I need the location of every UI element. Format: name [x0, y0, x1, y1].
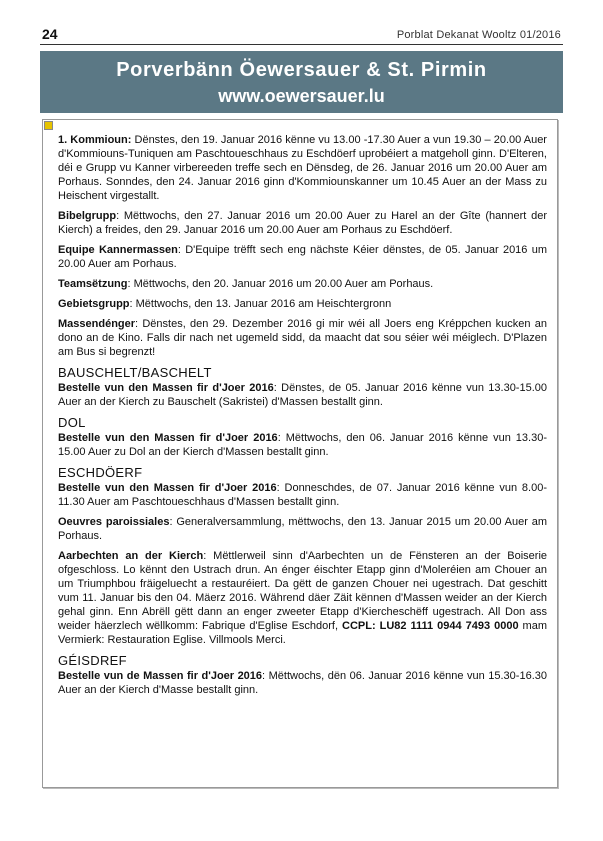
- iban: CCPL: LU82 1111 0944 7493 0000: [342, 620, 519, 632]
- bauschelt-massen: Bestelle vun den Massen fir d'Joer 2016: Dënstes, de 05. Januar 2016 kënne vun 13.30-15.00 Auer an der Kierch zu Bauschelt (Sakristei) d'Massen bestallt ginn.: [58, 382, 547, 408]
- item-bibelgrupp: Bibelgrupp: Mëttwochs, den 27. Januar 2016 um 20.00 Auer zu Harel an der Gîte (hannert der Kierch) a freides, den 29. Januar 2016 um 20.00 Auer am Porhaus zu Eschdöerf.: [58, 210, 547, 236]
- banner-url[interactable]: www.oewersauer.lu: [218, 86, 385, 106]
- section-heading-geisdref: GÉISDREF: [58, 653, 127, 668]
- eschdoerf-oeuvres: Oeuvres paroissiales: Generalversammlung, mëttwochs, den 13. Januar 2015 um 20.00 Auer am Porhaus.: [58, 516, 547, 542]
- article-content: [58, 133, 547, 703]
- item-gebietsgrupp: Gebietsgrupp: Mëttwochs, den 13. Januar 2016 am Heischtergronn: [58, 298, 392, 310]
- title-banner: [40, 51, 563, 113]
- eschdoerf-aarbechten: Aarbechten an der Kierch: Mëttlerweil sinn d'Aarbechten un de Fënsteren an der Boiserie ofgeschloss. Lo kënnt den Ustrach drun. An énger éischter Etapp ginn d'Moleréien am Chouer an um Triumphbou fräigeluecht a restauréiert. Da gëtt de ganzen Chouer nei ugestrach. Dat geschitt vum 11. Januar bis den 04. Mäerz 2016. Während däer Zäit kënnen d'Massen weider an der Kierch gehal ginn. Enn Abrëll gëtt dann an enger zweeter Etapp d'Kiercheschëff ugestrach. All Don ass weider häerzlech wëllkomm: Fabrique d'Eglise Eschdorf, CCPL: LU82 1111 0944 7493 0000 mam Vermierk: Restauration Eglise. Villmools Merci.: [58, 550, 547, 646]
- page-number: 24: [42, 26, 58, 42]
- dol-massen: Bestelle vun den Massen fir d'Joer 2016: Mëttwochs, den 06. Januar 2016 kënne vun 13.30-15.00 Auer zu Dol an der Kierch d'Massen bestallt ginn.: [58, 432, 547, 458]
- anchor-icon: [44, 121, 53, 130]
- item-kommioun: 1. Kommioun: Dënstes, den 19. Januar 2016 kënne vu 13.00 -17.30 Auer a vun 19.30 – 20.00 Auer d'Kommiouns-Tuniquen am Paschtoueschhaus zu Eschdöerf uprobéiert a matgeholl ginn. D'Elteren, déi e Grupp vu Kanner virbereeden treffe sech en Dënsdeg, de 26. Januar 2016 um 20.00 Auer am Porhaus. Sonndes, den 24. Januar 2016 ginn d'Kommiounskanner um 10.45 Auer an der Mass zu Heischent virgestallt.: [58, 134, 547, 202]
- section-heading-eschdoerf: ESCHDÖERF: [58, 465, 143, 480]
- section-heading-dol: DOL: [58, 415, 86, 430]
- item-teamsetzung: Teamsëtzung: Mëttwochs, den 20. Januar 2016 um 20.00 Auer am Porhaus.: [58, 278, 434, 290]
- header-rule: [40, 44, 563, 45]
- item-equipe-kannermassen: Equipe Kannermassen: D'Equipe trëfft sech eng nächste Kéier dënstes, de 05. Januar 2016 um 20.00 Auer am Porhaus.: [58, 244, 548, 270]
- item-massendenger: Massendénger: Dënstes, den 29. Dezember 2016 gi mir wéi all Joers eng Kréppchen kucken an dono an de Kino. Falls dir nach net ugemeld sidd, da maacht dat sou séier wéi méiglech. D'Plazen am Bus si begrenzt!: [58, 318, 547, 358]
- publication-title: Porblat Dekanat Wooltz 01/2016: [396, 29, 561, 41]
- banner-title: Porverbänn Öewersauer & St. Pirmin: [116, 59, 487, 81]
- section-heading-bauschelt: BAUSCHELT/BASCHELT: [58, 365, 212, 380]
- eschdoerf-massen: Bestelle vun den Massen fir d'Joer 2016: Donneschdes, de 07. Januar 2016 kënne vun 8.00-11.30 Auer am Paschtoueschhaus d'Massen bestallt ginn.: [58, 482, 547, 508]
- geisdref-massen: Bestelle vun de Massen fir d'Joer 2016: Mëttwochs, dën 06. Januar 2016 kënne vun 15.30-16.30 Auer an der Kierch d'Masse bestallt ginn.: [58, 670, 547, 696]
